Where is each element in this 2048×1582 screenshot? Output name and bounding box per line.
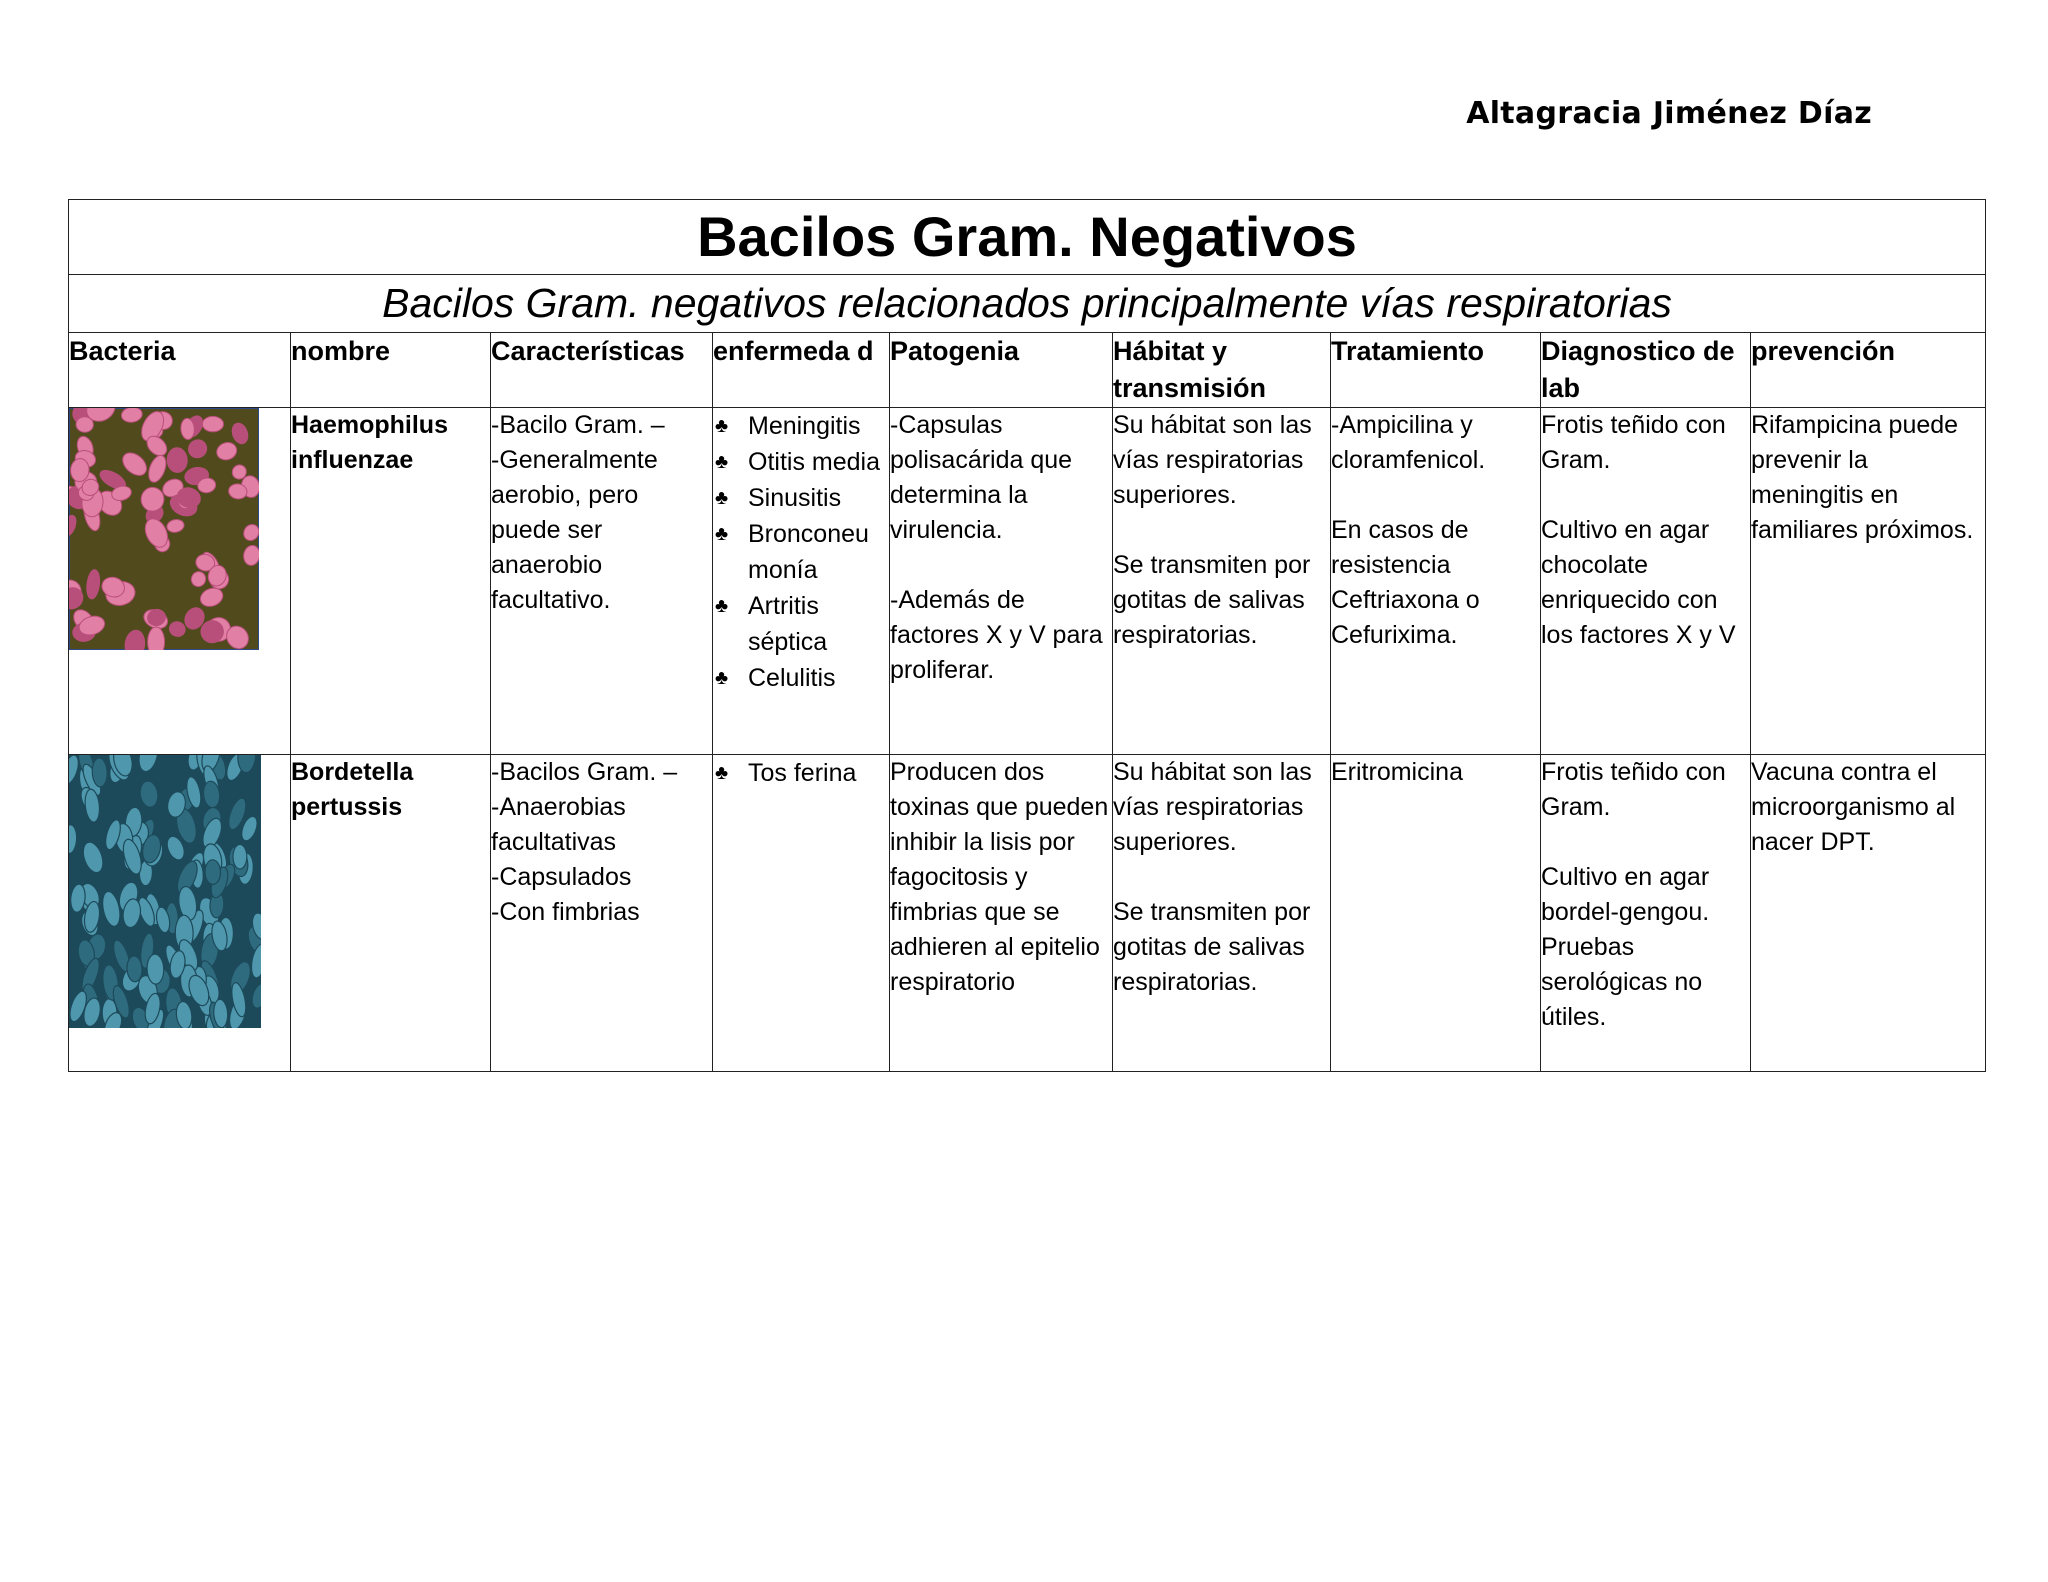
diagnostico-line: Frotis teñido con Gram. [1541, 411, 1726, 474]
caracteristica-line: -Anaerobias facultativas [491, 793, 626, 856]
header-caracteristicas: Características [491, 333, 713, 408]
patogenia-line: -Capsulas polisacárida que determina la virulencia. [890, 411, 1073, 544]
table-row [69, 755, 1986, 1072]
header-nombre: nombre [291, 333, 491, 408]
header-patogenia: Patogenia [890, 333, 1113, 408]
caracteristica-line: -Capsulados [491, 863, 632, 891]
caracteristica-line: -Bacilos Gram. – [491, 758, 678, 786]
club-bullet-icon: ♣ [715, 762, 729, 784]
haemophilus-micrograph-icon [69, 408, 259, 650]
bordetella-micrograph-icon [69, 755, 261, 1028]
header-tratamiento: Tratamiento [1331, 333, 1541, 408]
habitat-cell [1113, 408, 1331, 755]
header-habitat: Hábitat y transmisión [1113, 333, 1331, 408]
caracteristica-line: -Con fimbrias [491, 898, 640, 926]
list-item [713, 516, 889, 588]
title-row [69, 200, 1986, 275]
caracteristica-line: -Bacilo Gram. – [491, 411, 665, 439]
enfermedad-item: Otitis media [748, 448, 880, 476]
enfermedad-item: Tos ferina [748, 759, 857, 787]
habitat-line: Se transmiten por gotitas de salivas respiratorias. [1113, 551, 1311, 649]
enfermedad-cell [713, 755, 890, 1072]
club-bullet-icon: ♣ [715, 595, 729, 617]
list-item [713, 588, 889, 660]
habitat-line [1113, 860, 1330, 895]
club-bullet-icon: ♣ [715, 667, 729, 689]
bacteria-name: Bordetella pertussis [291, 755, 491, 1072]
club-bullet-icon: ♣ [715, 415, 729, 437]
habitat-line [1113, 513, 1330, 548]
patogenia-cell [890, 408, 1113, 755]
list-item [713, 660, 889, 696]
enfermedad-item: Sinusitis [748, 484, 842, 512]
club-bullet-icon: ♣ [715, 523, 729, 545]
enfermedad-item: Bronconeumonía [748, 520, 869, 584]
bacteria-table [68, 199, 1986, 1072]
club-bullet-icon: ♣ [715, 451, 729, 473]
club-bullet-icon: ♣ [715, 487, 729, 509]
list-item [713, 480, 889, 516]
diagnostico-line: Frotis teñido con Gram. [1541, 758, 1726, 821]
header-prevencion: prevención [1751, 333, 1986, 408]
habitat-cell [1113, 755, 1331, 1072]
tratamiento-line: En casos de resistencia Ceftriaxona o Cefurixima. [1331, 516, 1480, 649]
tratamiento-cell [1331, 755, 1541, 1072]
patogenia-line: -Además de factores X y V para proliferar. [890, 586, 1103, 684]
caracteristica-line: -Generalmente aerobio, pero puede ser anaerobio facultativo. [491, 446, 658, 614]
table-row [69, 408, 1986, 755]
bacteria-name: Haemophilus influenzae [291, 408, 491, 755]
enfermedad-cell [713, 408, 890, 755]
table-title: Bacilos Gram. Negativos [69, 200, 1986, 275]
caracteristicas-cell [491, 408, 713, 755]
bacteria-image-cell [69, 408, 291, 755]
patogenia-cell [890, 755, 1113, 1072]
habitat-line: Su hábitat son las vías respiratorias superiores. [1113, 411, 1312, 509]
list-item [713, 755, 889, 791]
habitat-line: Su hábitat son las vías respiratorias superiores. [1113, 758, 1312, 856]
prevencion-cell [1751, 408, 1986, 755]
list-item [713, 408, 889, 444]
tratamiento-cell [1331, 408, 1541, 755]
enfermedad-item: Meningitis [748, 412, 861, 440]
enfermedad-item: Artritis séptica [748, 592, 828, 656]
author-name: Altagracia Jiménez Díaz [1466, 96, 1872, 131]
patogenia-line [890, 548, 1112, 583]
diagnostico-line: Cultivo en agar bordel-gengou. Pruebas serológicas no útiles. [1541, 863, 1710, 1031]
caracteristicas-cell [491, 755, 713, 1072]
bacteria-image-cell [69, 755, 291, 1072]
enfermedad-item: Celulitis [748, 664, 836, 692]
diagnostico-cell [1541, 408, 1751, 755]
tratamiento-line [1331, 478, 1540, 513]
patogenia-line: Producen dos toxinas que pueden inhibir la lisis por fagocitosis y fimbrias que se adhieren al epitelio respiratorio [890, 758, 1109, 996]
diagnostico-line [1541, 825, 1750, 860]
diagnostico-line: Cultivo en agar chocolate enriquecido con los factores X y V [1541, 516, 1736, 649]
prevencion-cell [1751, 755, 1986, 1072]
header-bacteria: Bacteria [69, 333, 291, 408]
header-enfermedad: enfermeda d [713, 333, 890, 408]
subtitle-row [69, 275, 1986, 333]
header-diagnostico: Diagnostico de lab [1541, 333, 1751, 408]
tratamiento-line: -Ampicilina y cloramfenicol. [1331, 411, 1486, 474]
table-subtitle: Bacilos Gram. negativos relacionados principalmente vías respiratorias [69, 275, 1986, 333]
list-item [713, 444, 889, 480]
diagnostico-cell [1541, 755, 1751, 1072]
header-row [69, 333, 1986, 408]
tratamiento-line: Eritromicina [1331, 758, 1463, 786]
habitat-line: Se transmiten por gotitas de salivas respiratorias. [1113, 898, 1311, 996]
prevencion-line: Rifampicina puede prevenir la meningitis en familiares próximos. [1751, 411, 1974, 544]
prevencion-line: Vacuna contra el microorganismo al nacer DPT. [1751, 758, 1956, 856]
diagnostico-line [1541, 478, 1750, 513]
